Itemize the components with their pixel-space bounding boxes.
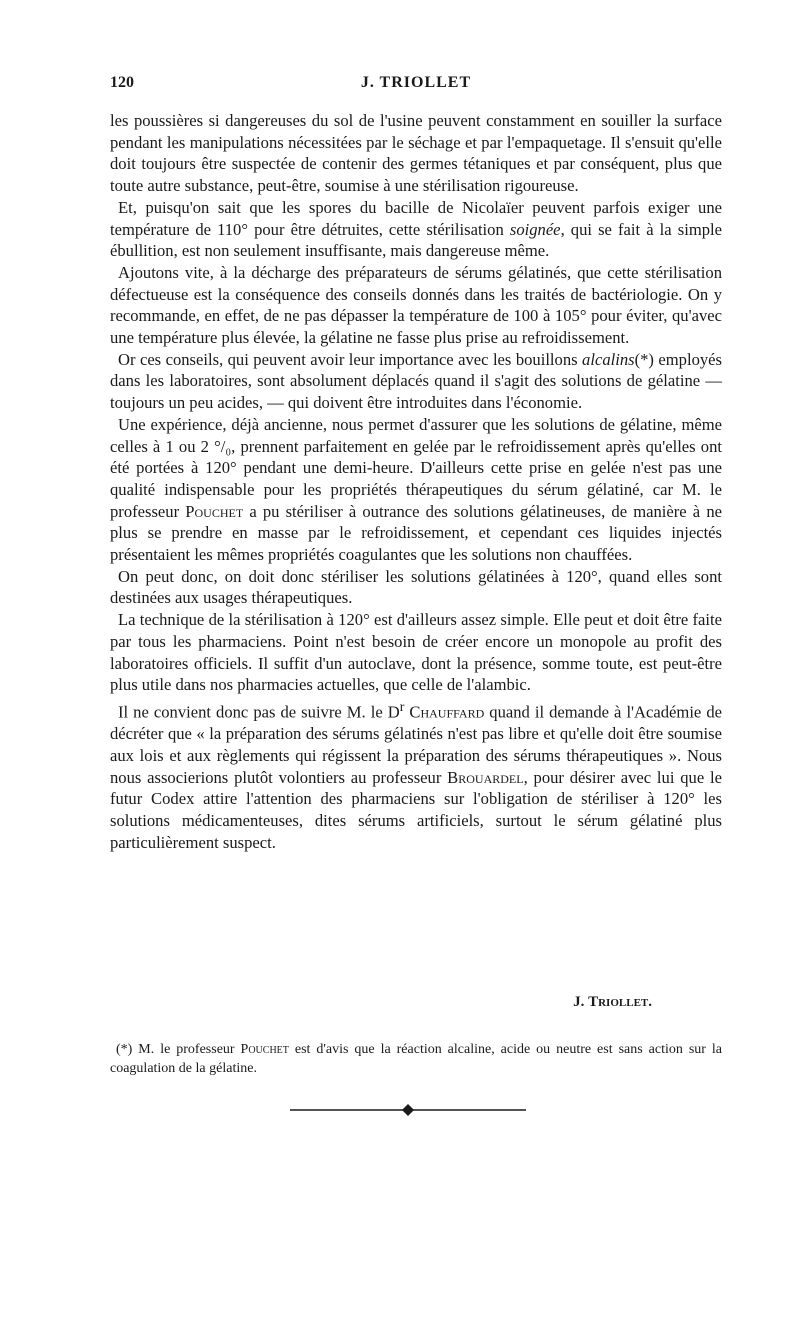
name-pouchet: Pouchet [185,501,244,521]
paragraph-4-italic: alcalins [582,349,635,369]
name-chauffard: Chauffard [409,702,485,722]
footnote-mark: (*) [116,1042,133,1057]
paragraph-3 [110,262,722,349]
footnote-reference: (*) [634,349,654,369]
footnote-name: Pouchet [240,1042,289,1057]
page-header [110,74,722,98]
paragraph-3-text: Ajoutons vite, à la décharge des préparateurs de sérums gélatinés, que cette stérilisation défectueuse est la conséquence des conseils donnés dans les traités de bactériologie. On y recommande, en effet, de ne pas dépasser la température de 100 à 105° pour éviter, qu'avec une température plus élevée, la gélatine ne fasse plus prise au refroidissement. [110,262,722,348]
paragraph-4-text-a: Or ces conseils, qui peuvent avoir leur importance avec les bouillons [118,349,583,369]
paragraph-5 [110,414,722,566]
paragraph-7-text: La technique de la stérilisation à 120° est d'ailleurs assez simple. Elle peut et doit être faite par tous les pharmaciens. Point n'est besoin de créer encore un monopole au profit des laboratoires officiels. Il suffit d'un autoclave, dont la présence, somme toute, est peut-être plus utile dans nos pharmacies actuelles, que celle de l'alambic. [110,610,722,695]
footnote-text-a: M. le professeur [132,1042,241,1057]
paragraph-2-text-b: , qui se fait à la simple ébullition, est non seulement insuffisante, mais dangereuse même. [110,219,722,261]
ornament-diamond [402,1104,414,1116]
signature [110,994,652,1011]
paragraph-5-text-a: Une expérience, déjà ancienne, nous permet d'assurer que les solutions de gélatine, même celles à 1 ou 2 °/₀, prennent parfaitement en gelée par le refroidissement après qu'elles ont été portées à 120° pendant une demi-heure. D'ailleurs cette prise en gelée n'est pas une qualité indispensable pour les propriétés thérapeutiques du sérum gélatiné, car M. le professeur [110,414,722,521]
paragraph-2-italic: soignée [509,219,561,239]
footnote-text-b: est d'avis que la réaction alcaline, acide ou neutre est sans action sur la coagulation de la gélatine. [110,1042,722,1076]
body-text [110,110,722,853]
signature-name: Triollet. [588,994,652,1010]
paragraph-4-text-b: employés dans les laboratoires, sont absolument déplacés quand il s'agit des solutions de gélatine — toujours un peu acides, — qui doivent être introduites dans l'économie. [110,349,722,413]
paragraph-2-text-a: Et, puisqu'on sait que les spores du bacille de Nicolaïer peuvent parfois exiger une température de 110° pour être détruites, cette stérilisation [110,197,722,239]
paragraph-6-text: On peut donc, on doit donc stériliser les solutions gélatinées à 120°, quand elles sont destinées aux usages thérapeutiques. [110,566,722,608]
paragraph-4 [110,349,722,414]
page-number: 120 [110,74,134,91]
footnote [110,1040,722,1078]
paragraph-8 [110,696,722,853]
paragraph-8-text-c: , pour désirer avec lui que le futur Codex attire l'attention des pharmaciens sur l'obligation de stériliser à 120° les solutions médicamenteuses, dites sérums artificiels, surtout le sérum gélatiné plus particulièrement suspect. [110,767,722,852]
signature-initial: J. [573,994,589,1010]
paragraph-8-text-b: quand il demande à l'Académie de décréter que « la préparation des sérums gélatinés n'est pas libre et qu'elle doit être soumise aux lois et aux règlements qui régissent la préparation des sérums thérapeutiques ». Nous nous associerions plutôt volontiers au professeur [110,702,722,787]
paragraph-7 [110,609,722,696]
paragraph-8-text-a: Il ne convient donc pas de suivre M. le D [118,702,400,722]
paragraph-2 [110,197,722,262]
footnote-paragraph [110,1040,722,1078]
superscript-r: r [399,698,405,714]
paragraph-6 [110,566,722,609]
name-brouardel: Brouardel [447,767,524,787]
paragraph-5-text-b: a pu stériliser à outrance des solutions gélatineuses, de manière à ne plus se prendre en masse par le refroidissement, et cependant ces liquides injectés présentaient les mêmes propriétés coagulantes que les solutions non chauffées. [110,501,722,565]
paragraph-1-text: les poussières si dangereuses du sol de l'usine peuvent constamment en souiller la surface pendant les manipulations nécessitées par le séchage et par l'empaquetage. Il s'ensuit qu'elle doit toujours être suspectée de contenir des germes tétaniques et par conséquent, plus que toute autre substance, peut-être, soumise à une stérilisation rigoureuse. [110,111,722,196]
paragraph-1 [110,110,722,197]
running-head: J. TRIOLLET [360,74,472,91]
end-ornament [290,1100,526,1120]
